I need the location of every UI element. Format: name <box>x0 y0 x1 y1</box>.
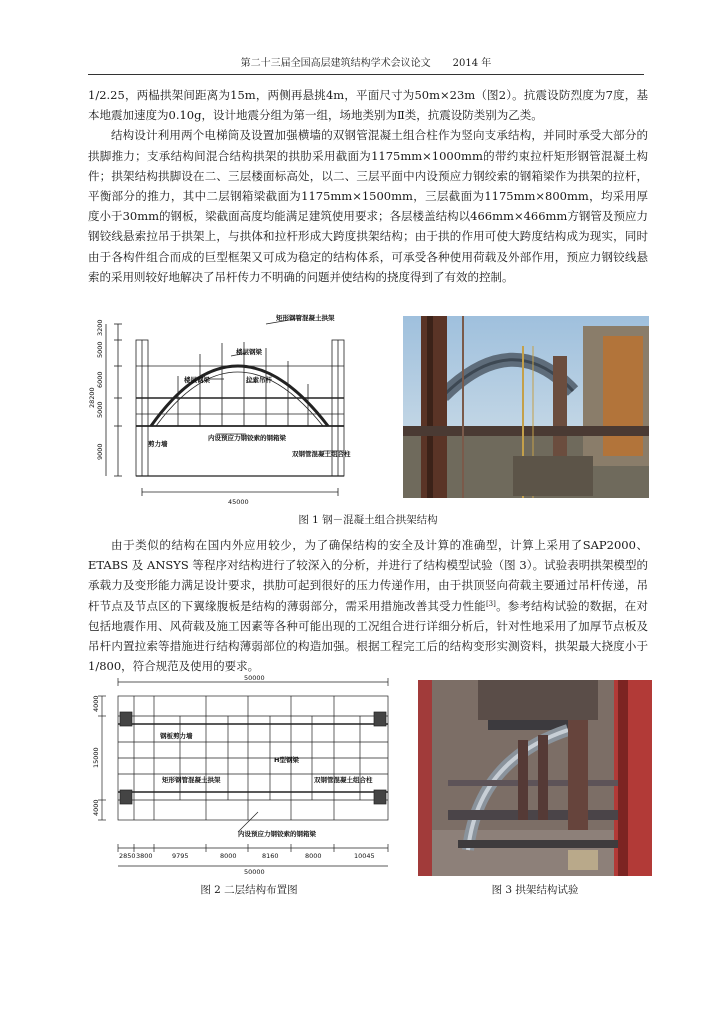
paragraph-1: 1/2.25，两榀拱架间距离为15m，两侧再悬挑4m，平面尺寸为50m×23m（图2）。抗震设防烈度为7度，基本地震加速度为0.10g，设计地震分组为第一组，场地类别为Ⅱ类，抗震设防类别为乙类。 <box>88 88 648 123</box>
paragraph-3-text: 由于类似的结构在国内外应用较少，为了确保结构的安全及计算的准确型，计算上采用了SAP2000、ETABS 及 ANSYS 等程序对结构进行了较深入的分析，并进行了结构模型试验（图 3）。试验表明拱架模型的承载力及变形能力满足设计要求，拱肋可起到很好的压力传递作用，由于拱顶竖向荷载主要通过吊杆传递，吊杆节点及节点区的下翼缘腹板是结构的薄弱部分，需采用措施改善其受力性能 <box>88 538 648 613</box>
fig2-bottom-dim-6: 8000 <box>305 852 322 860</box>
fig2-bottom-total: 50000 <box>244 868 265 876</box>
fig2-bottom-dim-1: 2850 <box>119 852 136 860</box>
label-arch: 矩形钢管混凝土拱架 <box>276 314 335 322</box>
conference-title: 第二十三届全国高层建筑结构学术会议论文 <box>240 58 431 69</box>
label-hanger: 拉索吊杆 <box>246 376 272 384</box>
fig2-label-column: 双钢管混凝土组合柱 <box>314 776 373 784</box>
main-text-2 <box>88 535 648 676</box>
running-header <box>88 56 644 75</box>
fig2-left-dim-1: 4000 <box>92 695 100 712</box>
fig2-label-steel-beam: H型钢梁 <box>274 756 299 764</box>
paragraph-2: 结构设计利用两个电梯筒及设置加强横墙的双钢管混凝土组合柱作为竖向支承结构，并同时承受大部分的拱脚推力；支承结构间混合结构拱架的拱肋采用截面为1175mm×1000mm的带约束拉杆矩形钢管混凝土构件；拱架结构拱脚设在二、三层楼面标高处，以二、三层平面中内设预应力钢绞索的钢箱梁作为拱架的拉杆，平衡部分的推力，其中二层钢箱梁截面为1175mm×1500mm，三层截面为1175mm×800mm，均采用厚度小于30mm的钢板，梁截面高度均能满足建筑使用要求；各层楼盖结构以466mm×466mm方钢管及预应力钢铰线悬索拉吊于拱架上，与拱体和拉杆形成大跨度拱架结构；由于拱的作用可使大跨度结构成为现实，同时由于各构件组合而成的巨型框架又可成为稳定的结构体系，可承受各种使用荷载及外部作用，预应力钢铰线悬索的采用则较好地解决了吊杆传力不明确的问题并使结构的挠度得到了有效的控制。 <box>88 128 648 284</box>
figure1-elevation-drawing <box>88 314 368 508</box>
label-floor-beam: 楼层钢梁 <box>236 348 262 356</box>
figure3-test-photo <box>418 680 652 876</box>
figure2-floor-plan <box>88 672 410 877</box>
label-box-beam: 内设预应力钢铰索的钢箱梁 <box>208 434 286 442</box>
dim-span: 45000 <box>228 498 249 506</box>
label-shear-wall: 剪力墙 <box>148 440 168 448</box>
fig2-bottom-dim-2: 3800 <box>136 852 153 860</box>
dim-5000a: 5000 <box>96 341 104 358</box>
dim-3200: 3200 <box>96 319 104 336</box>
fig2-bottom-dim-5: 8160 <box>262 852 279 860</box>
fig2-left-dim-3: 4000 <box>92 799 100 816</box>
paragraph-3 <box>88 535 648 676</box>
figure1-construction-photo <box>403 316 649 498</box>
main-text <box>88 85 648 287</box>
fig2-label-arch: 矩形钢管混凝土拱架 <box>162 776 221 784</box>
fig2-bottom-dim-3: 9795 <box>172 852 189 860</box>
fig2-bottom-dim-7: 10045 <box>354 852 375 860</box>
figure1-caption: 图 1 钢－混凝土组合拱架结构 <box>298 514 438 526</box>
fig2-label-shear-wall: 钢板剪力墙 <box>160 732 193 740</box>
label-column: 双钢管混凝土组合柱 <box>292 450 351 458</box>
dim-total-28200: 28200 <box>88 387 96 408</box>
dim-6000: 6000 <box>96 371 104 388</box>
fig2-top-dim: 50000 <box>244 674 265 682</box>
dim-5000b: 5000 <box>96 401 104 418</box>
header-year: 2014 年 <box>452 58 492 69</box>
label-floor-beam-2: 楼层钢梁 <box>184 376 210 384</box>
dim-9000: 9000 <box>96 443 104 460</box>
fig2-label-box-beam: 内设预应力钢铰索的钢箱梁 <box>238 830 316 838</box>
reference-mark: [3] <box>485 599 496 608</box>
figure2-caption: 图 2 二层结构布置图 <box>200 884 298 896</box>
paragraph-3-tail: 。参考结构试验的数据，在对包括地震作用、风荷载及施工因素等各种可能出现的工况组合进行详细分析后，针对性地采用了加厚节点板及吊杆内置拉索等措施进行结构薄弱部位的构造加强。根据工程完工后的结构变形实测资料，拱架最大挠度小于 1/800，符合规范及使用的要求。 <box>88 598 649 674</box>
fig2-bottom-dim-4: 8000 <box>220 852 237 860</box>
fig2-left-dim-2: 15000 <box>92 747 100 768</box>
figure3-caption: 图 3 拱架结构试验 <box>491 884 579 896</box>
